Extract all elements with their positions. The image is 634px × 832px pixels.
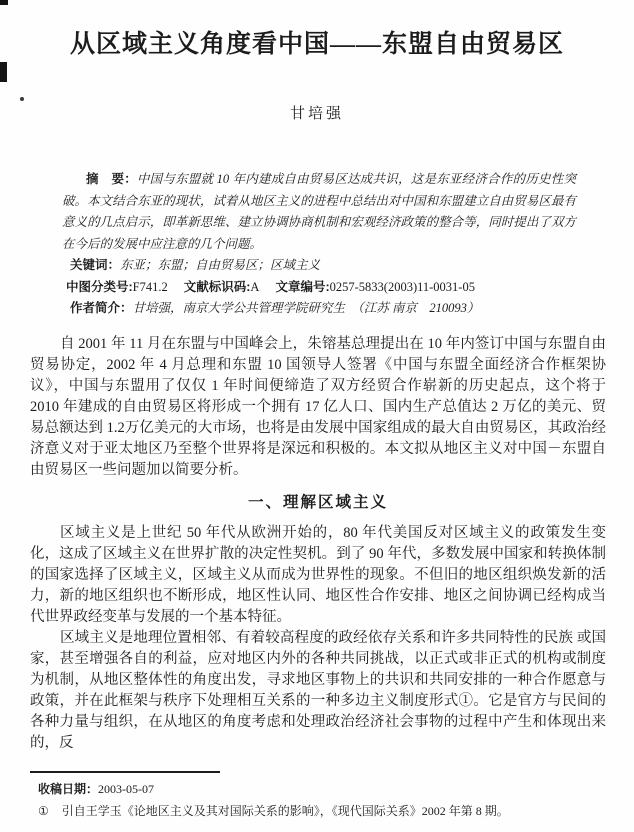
footnote-marker: ① xyxy=(38,804,49,818)
front-matter xyxy=(62,169,576,320)
doc-code-label: 文献标识码: xyxy=(183,279,251,294)
keywords-line xyxy=(62,255,576,277)
received-date-line xyxy=(30,778,606,800)
section-1-heading: 一、理解区域主义 xyxy=(247,493,388,511)
footnote-text: 引自王学玉《论地区主义及其对国际关系的影响》，《现代国际关系》2002 年第 8 期。 xyxy=(61,804,509,818)
paper-title: 从区域主义角度看中国——东盟自由贸易区 xyxy=(69,31,564,58)
abstract-label: 摘 要： xyxy=(86,172,137,186)
clc-value: F741.2 xyxy=(132,279,168,294)
abstract-paragraph xyxy=(62,169,576,255)
footnote-line xyxy=(30,800,606,822)
article-body xyxy=(30,334,606,754)
received-date-value: 2003-05-07 xyxy=(98,782,155,796)
doc-code-value: A xyxy=(250,279,260,294)
footnote-divider xyxy=(30,771,220,773)
author-bio-line xyxy=(62,298,576,320)
scan-artifact-edge xyxy=(0,62,7,82)
footnote-area xyxy=(30,771,606,822)
clc-label: 中图分类号: xyxy=(66,279,133,294)
keywords-label: 关键词： xyxy=(70,258,121,272)
keywords-text: 东亚；东盟；自由贸易区；区域主义 xyxy=(120,258,321,272)
section-1-paragraph-1: 区域主义是上世纪 50 年代从欧洲开始的，80 年代美国反对区域主义的政策发生变化，这成了区域主义在世界扩散的决定性契机。到了 90 年代，多数发展中国家和转换体制的国家选择了区域主义，区域主义从而成为世界性的现象。不但旧的地区组织焕发新的活力，新的地区组织也不断形成，地区性认同、地区性合作安排、地区之间协调已经构成当代世界政经变革与发展的一个基本特征。 xyxy=(30,524,606,625)
author-bio-text: 甘培强，南京大学公共管理学院研究生 （江苏 南京 210093） xyxy=(132,301,480,315)
section-1-paragraph-2: 区域主义是地理位置相邻、有着较高程度的政经依存关系和许多共同特性的民族 或国家，甚至增强各自的利益，应对地区内外的各种共同挑战，以正式或非正式的机构或制度为机制，从地区整体性的角度出发，寻求地区事物上的共识和共同安排的一种合作愿意与政策，并在此框架与秩序下处理相互关系的一种多边主义制度形式①。它是官方与民间的各种力量与组织，在从地区的角度考虑和处理政治经济社会事物的过程中产生和体现出来的，反 xyxy=(30,629,606,751)
abstract-text: 中国与东盟就 10 年内建成自由贸易区达成共识，这是东亚经济合作的历史性突破。本文结合东亚的现状，试着从地区主义的进程中总结出对中国和东盟建立自由贸易区最有意义的几点启示，即革新思维、建立协调协商机制和宏观经济政策的整合等，同时提出了双方在今后的发展中应注意的几个问题。 xyxy=(62,172,576,251)
received-date-label: 收稿日期： xyxy=(38,782,99,796)
article-id-label: 文章编号: xyxy=(275,279,330,294)
article-id-value: 0257-5833(2003)11-0031-05 xyxy=(329,279,475,294)
author-bio-label: 作者简介： xyxy=(70,301,133,315)
classification-line xyxy=(62,277,576,299)
scan-artifact-corner xyxy=(0,0,8,5)
scan-artifact-dot xyxy=(20,97,24,101)
intro-paragraph: 自 2001 年 11 月在东盟与中国峰会上，朱镕基总理提出在 10 年内签订中国与东盟自由贸易协定，2002 年 4 月总理和东盟 10 国领导人签署《中国与东盟全面经济合作框架协议》，中国与东盟用了仅仅 1 年时间便缔造了双方经贸合作崭新的历史起点，这个将于 2010 年建成的自由贸易区将形成一个拥有 17 亿人口、国内生产总值达 2 万亿的美元、贸易总额达到 1.2万亿美元的大市场，也将是由发展中国家组成的最大自由贸易区，其政治经济意义对于亚太地区乃至整个世界将是深远和积极的。本文拟从地区主义对中国－东盟自由贸易区一些问题加以简要分析。 xyxy=(30,335,606,478)
paper-author: 甘培强 xyxy=(289,106,344,122)
